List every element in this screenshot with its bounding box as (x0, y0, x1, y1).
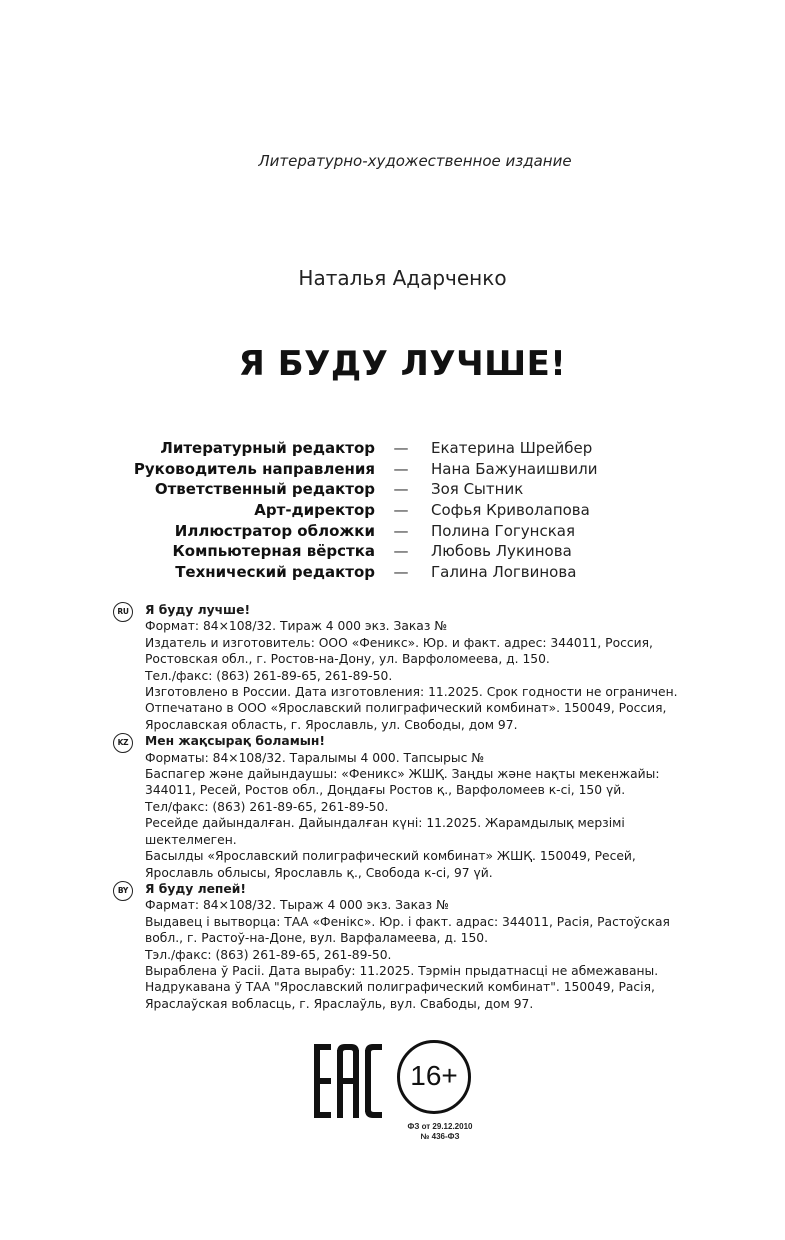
credit-name: Екатерина Шрейбер (431, 439, 593, 457)
credit-row (0, 438, 785, 459)
credit-name: Любовь Лукинова (431, 542, 572, 561)
certification-marks (312, 1040, 492, 1160)
credit-row (0, 479, 785, 500)
credit-role: Литературный редактор (160, 439, 375, 457)
imprint-line: Ростовская обл., г. Ростов-на-Дону, ул. Варфоломеева, д. 150. (145, 652, 550, 667)
imprint-line: шектелмеген. (145, 832, 237, 847)
book-title: Я БУДУ ЛУЧШЕ! (238, 344, 567, 384)
credit-dash: — (393, 501, 409, 520)
credits-list (0, 438, 785, 583)
imprint-line: Баспагер және дайындаушы: «Феникс» ЖШҚ. Заңды және нақты мекенжайы: (145, 767, 660, 782)
credit-dash: — (393, 459, 409, 478)
lang-kz-icon: KZ (113, 733, 133, 753)
age-rating-badge: 16+ (397, 1040, 471, 1114)
imprint-line: Выдавец і вытворца: ТАА «Фенікс». Юр. і факт. адрас: 344011, Расія, Растоўская (145, 914, 670, 929)
credit-row (0, 459, 785, 480)
law-line: № 436-ФЗ (420, 1132, 460, 1141)
lang-by-icon: BY (113, 881, 133, 901)
law-reference (392, 1122, 488, 1142)
credit-name: Софья Криволапова (431, 501, 590, 520)
imprint-line: Тел./факс: (863) 261-89-65, 261-89-50. (145, 668, 393, 683)
imprint-section (110, 602, 710, 1012)
imprint-line: Выраблена ў Расіі. Дата вырабу: 11.2025. Тэрмін прыдатнасці не абмежаваны. (145, 963, 659, 978)
credit-role: Технический редактор (175, 563, 375, 582)
law-line: ФЗ от 29.12.2010 (407, 1122, 473, 1131)
credit-dash: — (393, 563, 409, 582)
credit-role: Руководитель направления (133, 459, 375, 478)
imprint-title: Я буду лучше! (145, 603, 251, 617)
imprint-line: Тэл./факс: (863) 261-89-65, 261-89-50. (145, 947, 392, 962)
credit-name: Галина Логвинова (431, 563, 577, 582)
imprint-line: Отпечатано в ООО «Ярославский полиграфический комбинат». 150049, Россия, (145, 701, 667, 716)
credit-dash: — (393, 439, 409, 457)
credit-role: Компьютерная вёрстка (172, 542, 375, 561)
imprint-line: Ярославль облысы, Ярославль қ., Свобода к-сі, 97 үй. (145, 865, 493, 880)
credit-dash: — (393, 480, 409, 499)
credit-name: Зоя Сытник (431, 480, 524, 499)
imprint-line: вобл., г. Растоў-на-Доне, вул. Варфаламеева, д. 150. (145, 931, 489, 946)
imprint-line: Форматы: 84×108/32. Таралымы 4 000. Тапсырыс № (145, 750, 485, 765)
imprint-block-ru (110, 602, 710, 733)
eac-mark-icon (312, 1042, 384, 1122)
credit-row (0, 541, 785, 562)
genre-label: Литературно-художественное издание (258, 152, 572, 170)
imprint-line: Изготовлено в России. Дата изготовления: 11.2025. Срок годности не ограничен. (145, 685, 678, 700)
imprint-title: Мен жақсырақ боламын! (145, 734, 325, 749)
imprint-block-by (110, 881, 710, 1012)
credit-row (0, 500, 785, 521)
credit-role: Арт-директор (254, 501, 375, 520)
imprint-line: Яраслаўская вобласць, г. Яраслаўль, вул. Свабоды, дом 97. (145, 996, 534, 1011)
credit-dash: — (393, 542, 409, 561)
author-name: Наталья Адарченко (298, 266, 507, 290)
imprint-line: Ресейде дайындалған. Дайындалған күні: 11.2025. Жарамдылық мерзімі (145, 816, 625, 831)
imprint-line: Тел/факс: (863) 261-89-65, 261-89-50. (145, 799, 389, 814)
imprint-line: 344011, Ресей, Ростов обл., Доңдағы Ростов қ., Варфоломеев к-сі, 150 үй. (145, 783, 626, 798)
credit-dash: — (393, 521, 409, 540)
lang-ru-icon: RU (113, 602, 133, 622)
imprint-block-kz (110, 733, 710, 881)
credit-row (0, 562, 785, 583)
credit-name: Нана Бажунаишвили (431, 459, 598, 478)
imprint-title: Я буду лепей! (145, 881, 246, 896)
imprint-line: Фармат: 84×108/32. Тыраж 4 000 экз. Заказ № (145, 898, 449, 913)
imprint-line: Издатель и изготовитель: ООО «Феникс». Юр. и факт. адрес: 344011, Россия, (145, 635, 653, 650)
credit-row (0, 521, 785, 542)
imprint-line: Надрукавана ў ТАА "Ярославский полиграфический комбинат". 150049, Расія, (145, 980, 655, 995)
imprint-line: Формат: 84×108/32. Тираж 4 000 экз. Заказ № (145, 619, 448, 634)
credit-role: Ответственный редактор (154, 480, 375, 499)
credit-name: Полина Гогунская (431, 521, 575, 540)
imprint-line: Басылды «Ярославский полиграфический комбинат» ЖШҚ. 150049, Ресей, (145, 849, 636, 864)
credit-role: Иллюстратор обложки (174, 521, 375, 540)
imprint-line: Ярославская область, г. Ярославль, ул. Свободы, дом 97. (145, 717, 518, 732)
